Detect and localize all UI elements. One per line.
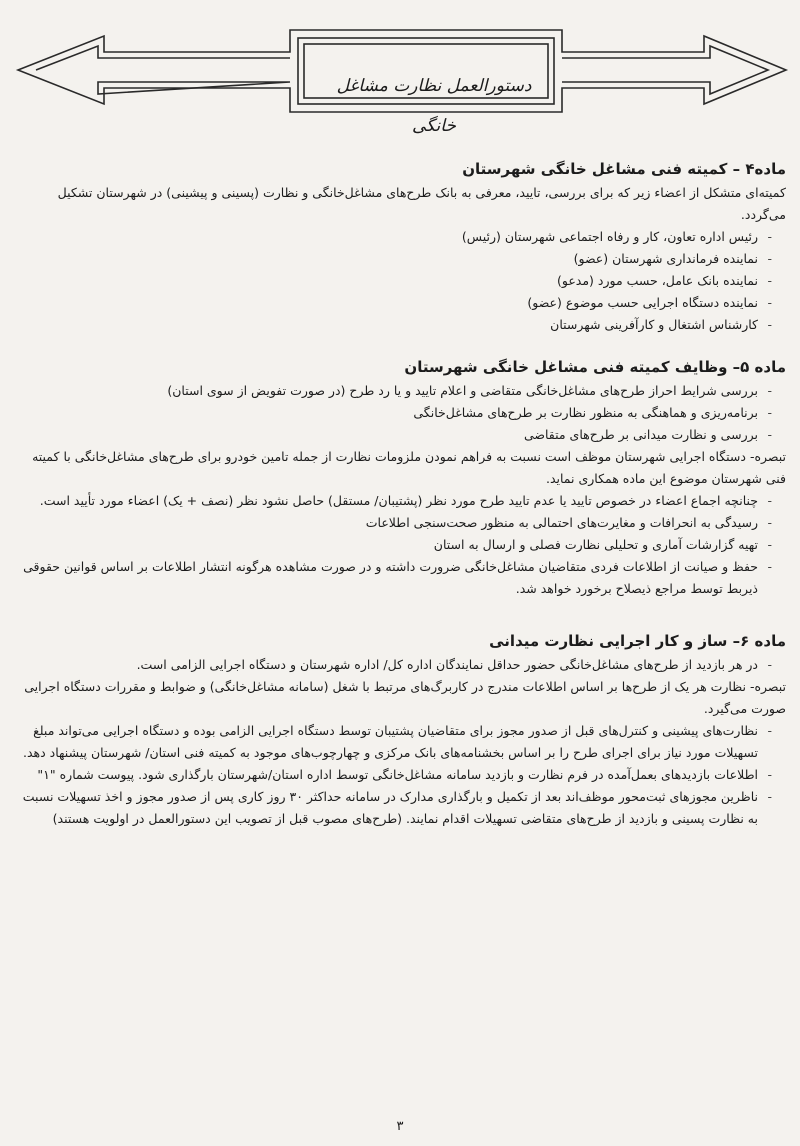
article-5-note: تبصره- دستگاه اجرایی شهرستان موظف است نسبت به فراهم نمودن ملزومات نظارت از جمله تامین خودرو برای طرح‌های مشاغل‌خانگی با کمیته فنی شهرستان موضوع این ماده همکاری نماید. [32,449,786,486]
list-item: - رسیدگی به انحرافات و مغایرت‌های احتمالی به منظور صحت‌سنجی اطلاعات [16,512,772,534]
list-item: - برنامه‌ریزی و هماهنگی به منظور نظارت بر طرح‌های مشاغل‌خانگی [16,402,772,424]
list-item: - نماینده فرمانداری شهرستان (عضو) [16,248,772,270]
list-item: - رئیس اداره تعاون، کار و رفاه اجتماعی شهرستان (رئیس) [16,226,772,248]
list-item: - نظارت‌های پیشینی و کنترل‌های قبل از صدور مجوز برای متقاضیان پشتیبان توسط دستگاه اجرایی الزامی بوده و دستگاه اجرایی می‌تواند مبلغ تسهیلات مورد نیاز برای اجرای طرح را بر اساس بخشنامه‌های بانک مرکزی و چهارچوب‌های موجود به کمیته فنی استان/ شهرستان پیشنهاد دهد. [16,720,772,764]
article-6-heading: ماده ۶– ساز و کار اجرایی نظارت میدانی [489,632,786,650]
article-4 [16,158,786,336]
article-6 [16,630,786,830]
article-6-list [16,720,786,830]
article-5 [16,356,786,600]
document-body [16,150,786,830]
article-5-more-list [16,490,786,600]
list-item: - کارشناس اشتغال و کارآفرینی شهرستان [16,314,772,336]
article-5-duties-list [16,380,786,446]
article-6-first-list [16,654,786,676]
list-item: - نماینده بانک عامل، حسب مورد (مدعو) [16,270,772,292]
list-item: - تهیه گزارشات آماری و تحلیلی نظارت فصلی و ارسال به استان [16,534,772,556]
list-item: - حفظ و صیانت از اطلاعات فردی متقاضیان مشاغل‌خانگی ضرورت داشته و در صورت مشاهده هرگونه انتشار اطلاعات بر اساس قوانین حقوقی ذیربط توسط مراجع ذیصلاح برخورد خواهد شد. [16,556,772,600]
article-4-heading: ماده۴ – کمیته فنی مشاغل خانگی شهرستان [462,160,786,178]
list-item: - نماینده دستگاه اجرایی حسب موضوع (عضو) [16,292,772,314]
article-6-note: تبصره- نظارت هر یک از طرح‌ها بر اساس اطلاعات مندرج در کاربرگ‌های مرتبط با شغل (سامانه مشاغل‌خانگی) و ضوابط و مقررات دستگاه اجرایی صورت می‌گیرد. [24,679,786,716]
article-5-heading: ماده ۵– وظایف کمیته فنی مشاغل خانگی شهرستان [404,358,786,376]
header-banner [14,22,790,136]
list-item: - اطلاعات بازدیدهای بعمل‌آمده در فرم نظارت و بازدید سامانه مشاغل‌خانگی توسط اداره استان/شهرستان بارگذاری شود. پیوست شماره "۱" [16,764,772,786]
list-item: - بررسی شرایط احراز طرح‌های مشاغل‌خانگی متقاضی و اعلام تایید و یا رد طرح (در صورت تفویض از سوی استان) [16,380,772,402]
document-title: دستورالعمل نظارت مشاغل خانگی [336,76,532,136]
article-4-intro: کمیته‌ای متشکل از اعضاء زیر که برای بررسی، تایید، معرفی به بانک طرح‌های مشاغل‌خانگی و نظارت (پسینی و پیشینی) در شهرستان تشکیل می‌گردد. [57,185,786,222]
list-item: - چنانچه اجماع اعضاء در خصوص تایید یا عدم تایید طرح مورد نظر (پشتیبان/ مستقل) حاصل نشود نظر (نصف + یک) اعضاء مورد تأیید است. [16,490,772,512]
list-item: - بررسی و نظارت میدانی بر طرح‌های متقاضی [16,424,772,446]
article-4-members-list [16,226,786,336]
page-number: ۳ [396,1119,404,1134]
list-item: - ناظرین مجوزهای ثبت‌محور موظف‌اند بعد از تکمیل و بارگذاری مدارک در سامانه حداکثر ۳۰ روز کاری پس از صدور مجوز و اخذ تسهیلات نسبت به نظارت پسینی و بازدید از طرح‌های متقاضی تسهیلات اقدام نمایند. (طرح‌های مصوب قبل از تصویب این دستورالعمل در اولویت هستند) [16,786,772,830]
list-item: - در هر بازدید از طرح‌های مشاغل‌خانگی حضور حداقل نمایندگان اداره کل/ اداره شهرستان و دستگاه اجرایی الزامی است. [16,654,772,676]
